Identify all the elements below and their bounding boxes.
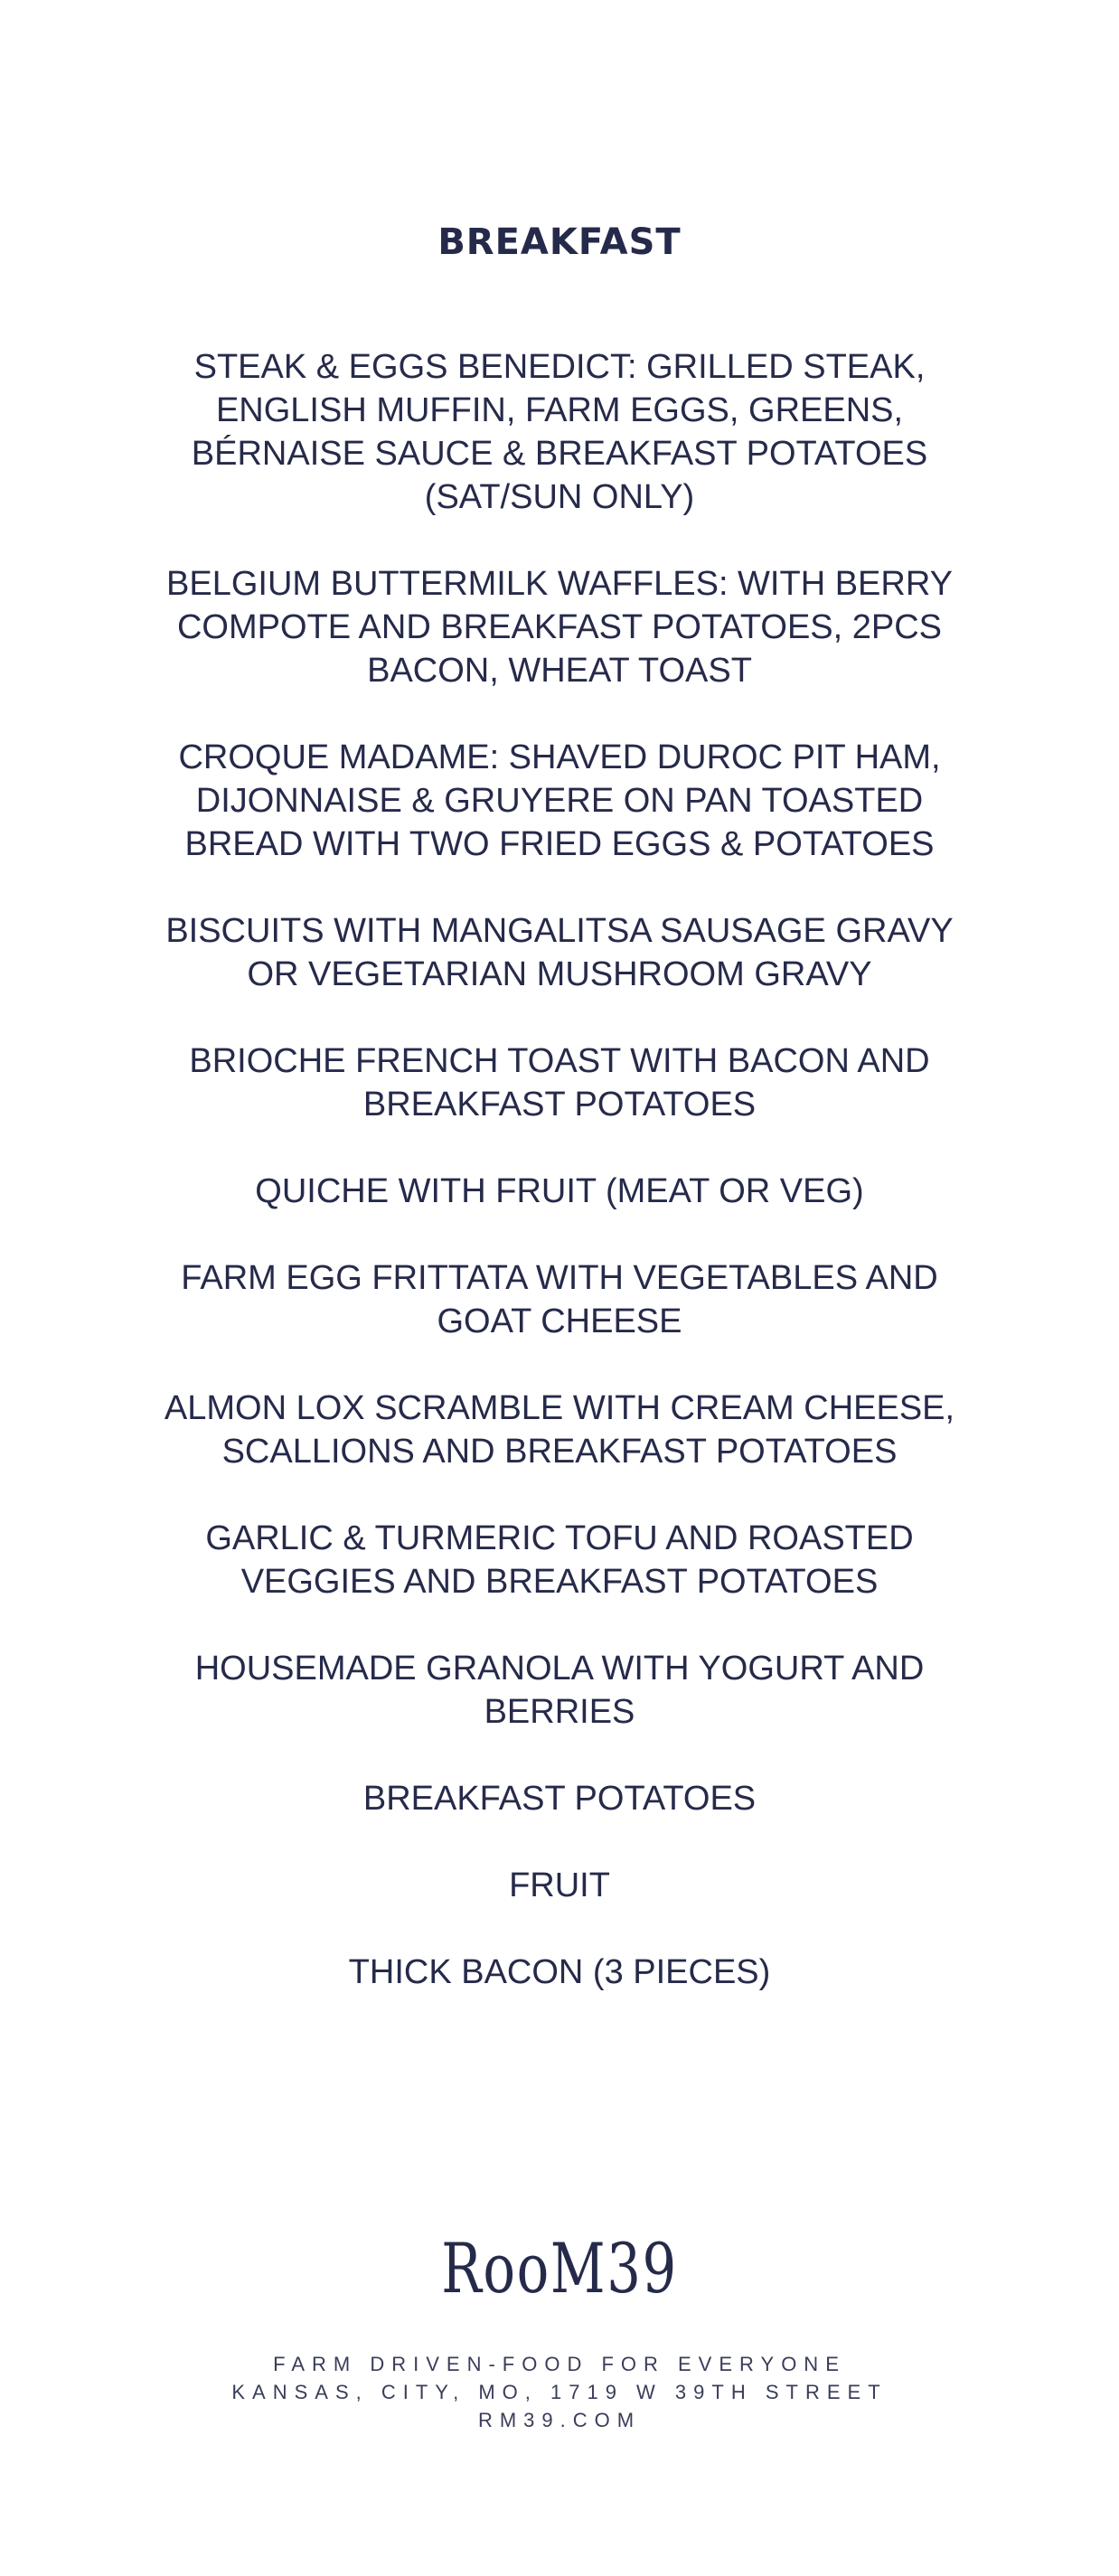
footer-website: RM39.COM [477, 2409, 642, 2431]
menu-item: ALMON LOX SCRAMBLE WITH CREAM CHEESE, SCALLIONS AND BREAKFAST POTATOES [164, 1389, 955, 1471]
menu-title: BREAKFAST [437, 221, 682, 263]
menu-item: BELGIUM BUTTERMILK WAFFLES: WITH BERRY COMPOTE AND BREAKFAST POTATOES, 2PCS BACON, WHEAT TOAST [166, 565, 953, 690]
menu-item: THICK BACON (3 PIECES) [348, 1953, 771, 1991]
menu-item: HOUSEMADE GRANOLA WITH YOGURT AND BERRIES [194, 1650, 925, 1731]
menu-item: GARLIC & TURMERIC TOFU AND ROASTED VEGGIES AND BREAKFAST POTATOES [205, 1519, 914, 1601]
menu-item: STEAK & EGGS BENEDICT: GRILLED STEAK, ENGLISH MUFFIN, FARM EGGS, GREENS, BÉRNAISE SAUCE & BREAKFAST POTATOES (SAT/SUN ONLY) [191, 348, 928, 516]
menu-item: BREAKFAST POTATOES [362, 1780, 757, 1818]
menu-item: CROQUE MADAME: SHAVED DUROC PIT HAM, DIJONNAISE & GRUYERE ON PAN TOASTED BREAD WITH TWO FRIED EGGS & POTATOES [178, 738, 941, 863]
footer-tagline: FARM DRIVEN-FOOD FOR EVERYONE [273, 2353, 846, 2375]
footer-address: KANSAS, CITY, MO, 1719 W 39TH STREET [231, 2381, 888, 2403]
footer [0, 2350, 1119, 2434]
menu-item: FRUIT [509, 1866, 610, 1904]
menu-item: BRIOCHE FRENCH TOAST WITH BACON AND BREAKFAST POTATOES [189, 1042, 930, 1123]
menu-item: BISCUITS WITH MANGALITSA SAUSAGE GRAVY OR VEGETARIAN MUSHROOM GRAVY [165, 912, 954, 993]
menu-item: QUICHE WITH FRUIT (MEAT OR VEG) [255, 1172, 864, 1210]
menu-item: FARM EGG FRITTATA WITH VEGETABLES AND GOAT CHEESE [181, 1259, 938, 1340]
restaurant-logo: RooM39 [441, 2228, 678, 2308]
menu-item-list [136, 345, 983, 2037]
